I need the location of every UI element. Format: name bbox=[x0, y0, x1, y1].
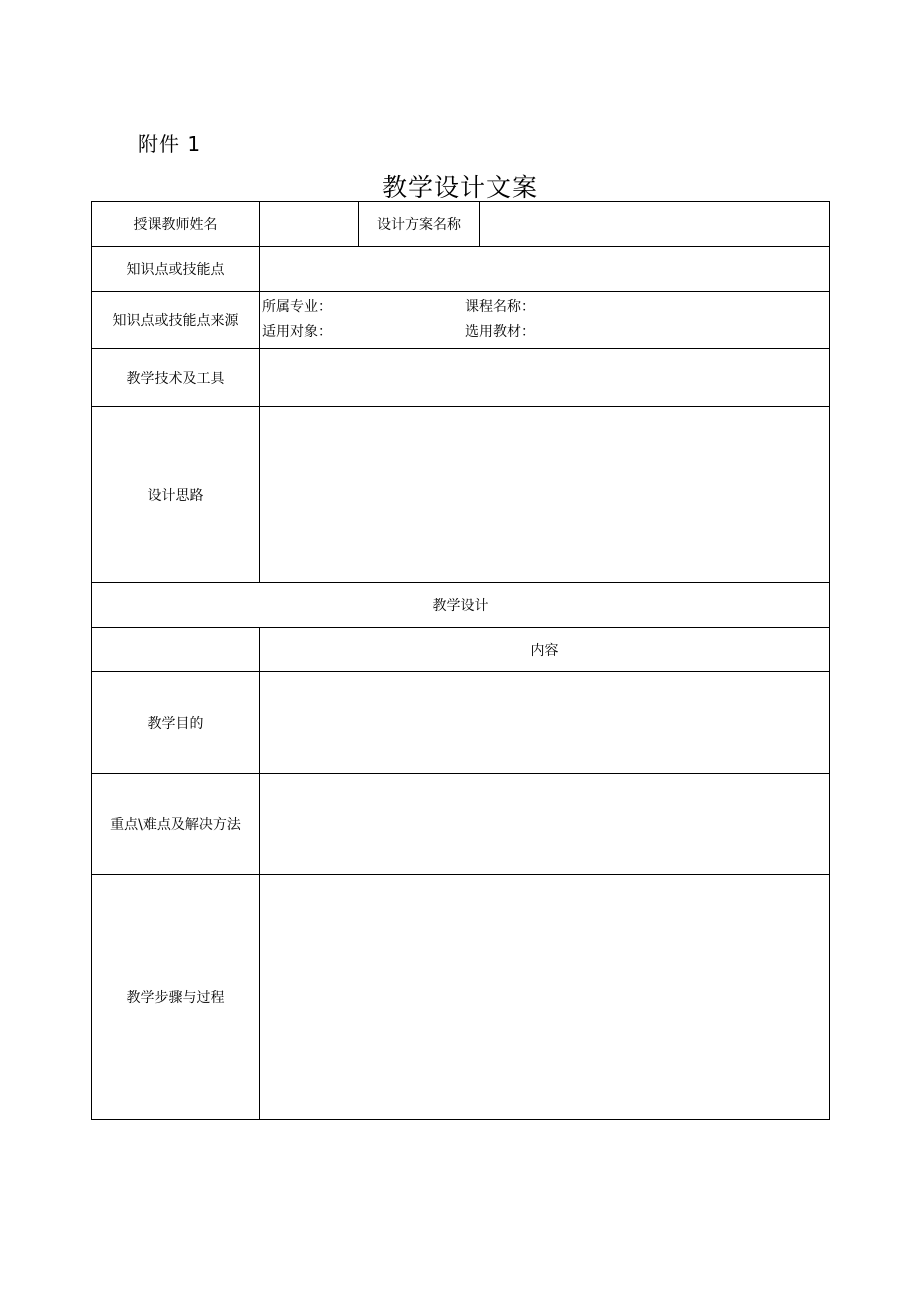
objective-field[interactable] bbox=[260, 672, 830, 774]
steps-label: 教学步骤与过程 bbox=[92, 875, 260, 1120]
row-source bbox=[92, 292, 830, 349]
teacher-name-field[interactable] bbox=[260, 202, 359, 247]
source-field[interactable] bbox=[260, 292, 830, 349]
row-content-header bbox=[92, 628, 830, 672]
course-name-label: 课程名称： bbox=[465, 299, 535, 315]
source-label: 知识点或技能点来源 bbox=[92, 292, 260, 349]
row-key-points bbox=[92, 774, 830, 875]
row-tech-tools bbox=[92, 349, 830, 407]
teaching-design-form bbox=[91, 201, 830, 1120]
teacher-name-label: 授课教师姓名 bbox=[92, 202, 260, 247]
key-points-label: 重点\难点及解决方法 bbox=[92, 774, 260, 875]
design-idea-field[interactable] bbox=[260, 407, 830, 583]
plan-name-field[interactable] bbox=[480, 202, 830, 247]
row-teaching-design-header bbox=[92, 583, 830, 628]
content-header: 内容 bbox=[260, 628, 830, 672]
source-line-1 bbox=[262, 295, 829, 320]
document-title: 教学设计文案 bbox=[381, 173, 538, 202]
attachment-label: 附件 1 bbox=[138, 132, 202, 156]
key-points-field[interactable] bbox=[260, 774, 830, 875]
objective-label: 教学目的 bbox=[92, 672, 260, 774]
tech-tools-field[interactable] bbox=[260, 349, 830, 407]
target-label: 适用对象： bbox=[262, 324, 332, 340]
source-line-2 bbox=[262, 320, 829, 345]
plan-name-label: 设计方案名称 bbox=[359, 202, 480, 247]
row-objective bbox=[92, 672, 830, 774]
content-header-blank bbox=[92, 628, 260, 672]
design-idea-label: 设计思路 bbox=[92, 407, 260, 583]
row-knowledge-point bbox=[92, 247, 830, 292]
tech-tools-label: 教学技术及工具 bbox=[92, 349, 260, 407]
row-design-idea bbox=[92, 407, 830, 583]
row-steps bbox=[92, 875, 830, 1120]
row-teacher bbox=[92, 202, 830, 247]
knowledge-point-label: 知识点或技能点 bbox=[92, 247, 260, 292]
major-label: 所属专业： bbox=[262, 299, 332, 315]
teaching-design-header: 教学设计 bbox=[92, 583, 830, 628]
textbook-label: 选用教材： bbox=[465, 324, 535, 340]
steps-field[interactable] bbox=[260, 875, 830, 1120]
knowledge-point-field[interactable] bbox=[260, 247, 830, 292]
